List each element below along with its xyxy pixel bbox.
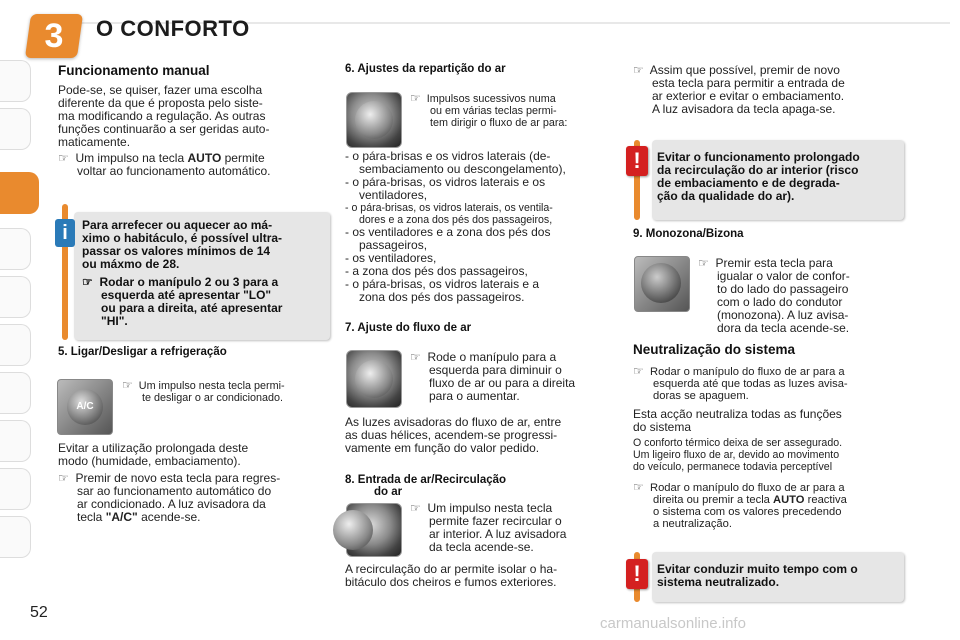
section-7-note: ☞ Rode o manípulo para a esquerda para diminuir o fluxo de ar ou para a direita para o aumentar. — [410, 350, 576, 403]
side-tab[interactable] — [0, 372, 31, 414]
ac-button-photo — [57, 379, 113, 435]
ac-label: A/C — [67, 389, 103, 425]
section-6-title: 6. Ajustes da repartição do ar — [345, 63, 506, 75]
pointing-hand-icon: ☞ — [122, 378, 133, 392]
pointing-hand-icon: ☞ — [58, 151, 69, 165]
recirculation-button-photo — [346, 503, 402, 557]
section-heading-manual: Funcionamento manual — [58, 63, 210, 78]
manual-intro: Pode-se, se quiser, fazer uma escolha diferente da que é proposta pelo siste- ma modificando a regulação. As outras funções continuarão a ser geridas auto- maticamente. — [58, 83, 270, 149]
warning-text-neutralized: Evitar conduzir muito tempo com o sistema neutralizado. — [657, 562, 858, 589]
side-tab[interactable] — [0, 108, 31, 150]
info-box-text: Para arrefecer ou aquecer ao má- ximo o habitáculo, é possível ultra- passar os valores mínimos de 14 ou máxmo de 28. — [82, 218, 283, 271]
pointing-hand-icon: ☞ — [58, 471, 69, 485]
air-distribution-list — [345, 150, 617, 304]
watermark: carmanualsonline.info — [600, 615, 746, 632]
info-icon: i — [55, 219, 75, 247]
page-title: O CONFORTO — [96, 16, 250, 41]
neutralization-text-2: O conforto térmico deixa de ser assegurado. Um ligeiro fluxo de ar, devido ao movimento do veículo, permanece todavia perceptível — [633, 437, 843, 473]
neutralization-bullet-1: ☞ Rodar o manípulo do fluxo de ar para a esquerda até que todas as luzes avisa- doras se apaguem. — [633, 364, 848, 402]
list-item: - os ventiladores, — [345, 251, 437, 265]
section-8-title: 8. Entrada de ar/Recirculação do ar — [345, 474, 507, 498]
pointing-hand-icon: ☞ — [633, 480, 644, 494]
list-item: - o pára-brisas, os vidros laterais e os ventiladores, — [345, 175, 546, 202]
air-flow-knob-photo — [346, 350, 402, 408]
auto-key: AUTO — [773, 494, 805, 506]
auto-key: AUTO — [187, 151, 222, 165]
ac-key: "A/C" — [105, 510, 138, 524]
list-item: - os ventiladores e a zona dos pés dos passageiros, — [345, 225, 551, 252]
side-tab[interactable] — [0, 468, 31, 510]
list-item: - o pára-brisas e os vidros laterais (de- sembaciamento ou descongelamento), — [345, 149, 566, 176]
auto-bullet: ☞ Um impulso na tecla AUTO permite voltar ao funcionamento automático. — [58, 151, 271, 178]
page-number: 52 — [30, 604, 48, 621]
air-distribution-buttons-photo — [346, 92, 402, 148]
pointing-hand-icon: ☞ — [410, 91, 421, 105]
side-tab[interactable] — [0, 420, 31, 462]
side-tab[interactable] — [0, 324, 31, 366]
section-5-warning-text: Evitar a utilização prolongada deste modo (humidade, embaciamento). — [58, 441, 249, 468]
pointing-hand-icon: ☞ — [698, 256, 709, 270]
section-8-note: ☞ Um impulso nesta tecla permite fazer recircular o ar interior. A luz avisadora da tecla acende-se. — [410, 501, 567, 554]
chapter-number: 3 — [44, 17, 64, 55]
section-9-note: ☞ Premir esta tecla para igualar o valor de confor- to do lado do passageiro com o lado do condutor (monozona). A luz avisa- dora da tecla acende-se. — [698, 256, 850, 335]
side-tab[interactable] — [0, 228, 31, 270]
section-9-title: 9. Monozona/Bizona — [633, 228, 744, 240]
monozone-button-photo — [634, 256, 690, 312]
list-item: - o pára-brisas, os vidros laterais, os ventila- dores e a zona dos pés dos passageiros, — [345, 202, 553, 226]
neutralization-bullet-2: ☞ Rodar o manípulo do fluxo de ar para a direita ou premir a tecla AUTO reactiva o sistema com os valores precedendo a neutralização. — [633, 480, 847, 530]
side-tab[interactable] — [0, 60, 31, 102]
warning-icon: ! — [626, 146, 648, 176]
side-tab[interactable] — [0, 276, 31, 318]
side-tab[interactable] — [0, 516, 31, 558]
pointing-hand-icon: ☞ — [633, 63, 644, 77]
warning-icon: ! — [626, 559, 648, 589]
warning-text-recirculation: Evitar o funcionamento prolongado da recirculação do ar interior (risco de embaciamento e de degrada- ção da qualidade do ar). — [657, 150, 860, 203]
side-tab-active[interactable] — [0, 172, 39, 214]
section-heading-neutralization: Neutralização do sistema — [633, 342, 796, 357]
section-5-bullet: ☞ Premir de novo esta tecla para regres- sar ao funcionamento automático do ar condicionado. A luz avisadora da tecla "A/C" acende-se. — [58, 471, 281, 524]
info-box-bullet: ☞ Rodar o manípulo 2 ou 3 para a esquerda até apresentar "LO" ou para a direita, até apresentar "HI". — [82, 275, 283, 328]
section-8-after: A recirculação do ar permite isolar o ha- bitáculo dos cheiros e fumos exteriores. — [345, 562, 558, 589]
pointing-hand-icon: ☞ — [410, 501, 421, 515]
list-item: - o pára-brisas, os vidros laterais e a zona dos pés dos passageiros. — [345, 277, 540, 304]
section-6-note: ☞ Impulsos sucessivos numa ou em várias teclas permi- tem dirigir o fluxo de ar para: — [410, 91, 568, 129]
section-7-after: As luzes avisadoras do fluxo de ar, entre as duas hélices, acendem-se progressi- vamente em função do valor pedido. — [345, 415, 562, 455]
neutralization-text-1: Esta acção neutraliza todas as funções do sistema — [633, 407, 842, 434]
section-5-note: ☞ Um impulso nesta tecla permi- te desligar o ar condicionado. — [122, 378, 285, 404]
section-7-title: 7. Ajuste do fluxo de ar — [345, 322, 472, 334]
list-item: - a zona dos pés dos passageiros, — [345, 264, 528, 278]
recirculation-followup: ☞ Assim que possível, premir de novo esta tecla para permitir a entrada de ar exterior e evitar o embaciamento. A luz avisadora da tecla apaga-se. — [633, 63, 845, 116]
section-5-title: 5. Ligar/Desligar a refrigeração — [58, 346, 227, 358]
pointing-hand-icon: ☞ — [82, 275, 93, 289]
pointing-hand-icon: ☞ — [410, 350, 421, 364]
pointing-hand-icon: ☞ — [633, 364, 644, 378]
